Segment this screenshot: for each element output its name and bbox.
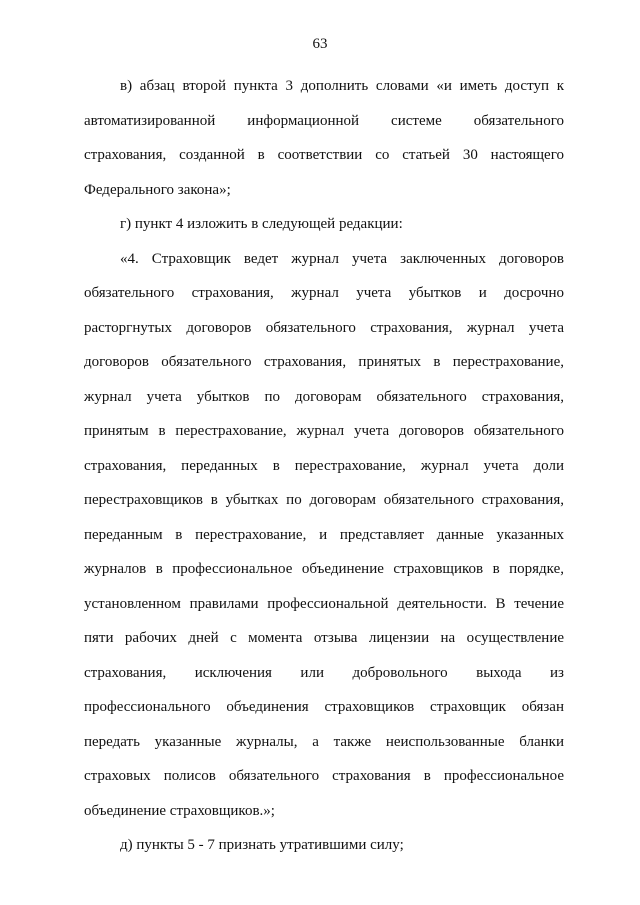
- paragraph-item-d: д) пункты 5 - 7 признать утратившими силу;: [120, 837, 404, 853]
- paragraph-quoted-item-4: «4. Страховщик ведет журнал учета заключенных договоров обязательного страхования, журнал учета убытков и досрочно расторгнутых договоров обязательного страхования, журнал учета договоров обязательного страхования, принятых в перестрахование, журнал учета убытков по договорам обязательного страхования, принятым в перестрахование, журнал учета договоров обязательного страхования, переданных в перестрахование, журнал учета доли перестраховщиков в убытках по договорам обязательного страхования, переданным в перестрахование, и представляет данные указанных журналов в профессиональное объединение страховщиков в порядке, установленном правилами профессиональной деятельности. В течение пяти рабочих дней с момента отзыва лицензии на осуществление страхования, исключения или добровольного выхода из профессионального объединения страховщиков страховщик обязан передать указанные журналы, а также неиспользованные бланки страховых полисов обязательного страхования в профессиональное объединение страховщиков.»;: [84, 250, 564, 819]
- document-body: [84, 69, 564, 863]
- page-number: 63: [312, 36, 328, 52]
- paragraph-item-v: в) абзац второй пункта 3 дополнить словами «и иметь доступ к автоматизированной информационной системе обязательного страхования, созданной в соответствии со статьей 30 настоящего Федерального закона»;: [84, 78, 564, 198]
- paragraph-item-g: г) пункт 4 изложить в следующей редакции:: [120, 216, 403, 232]
